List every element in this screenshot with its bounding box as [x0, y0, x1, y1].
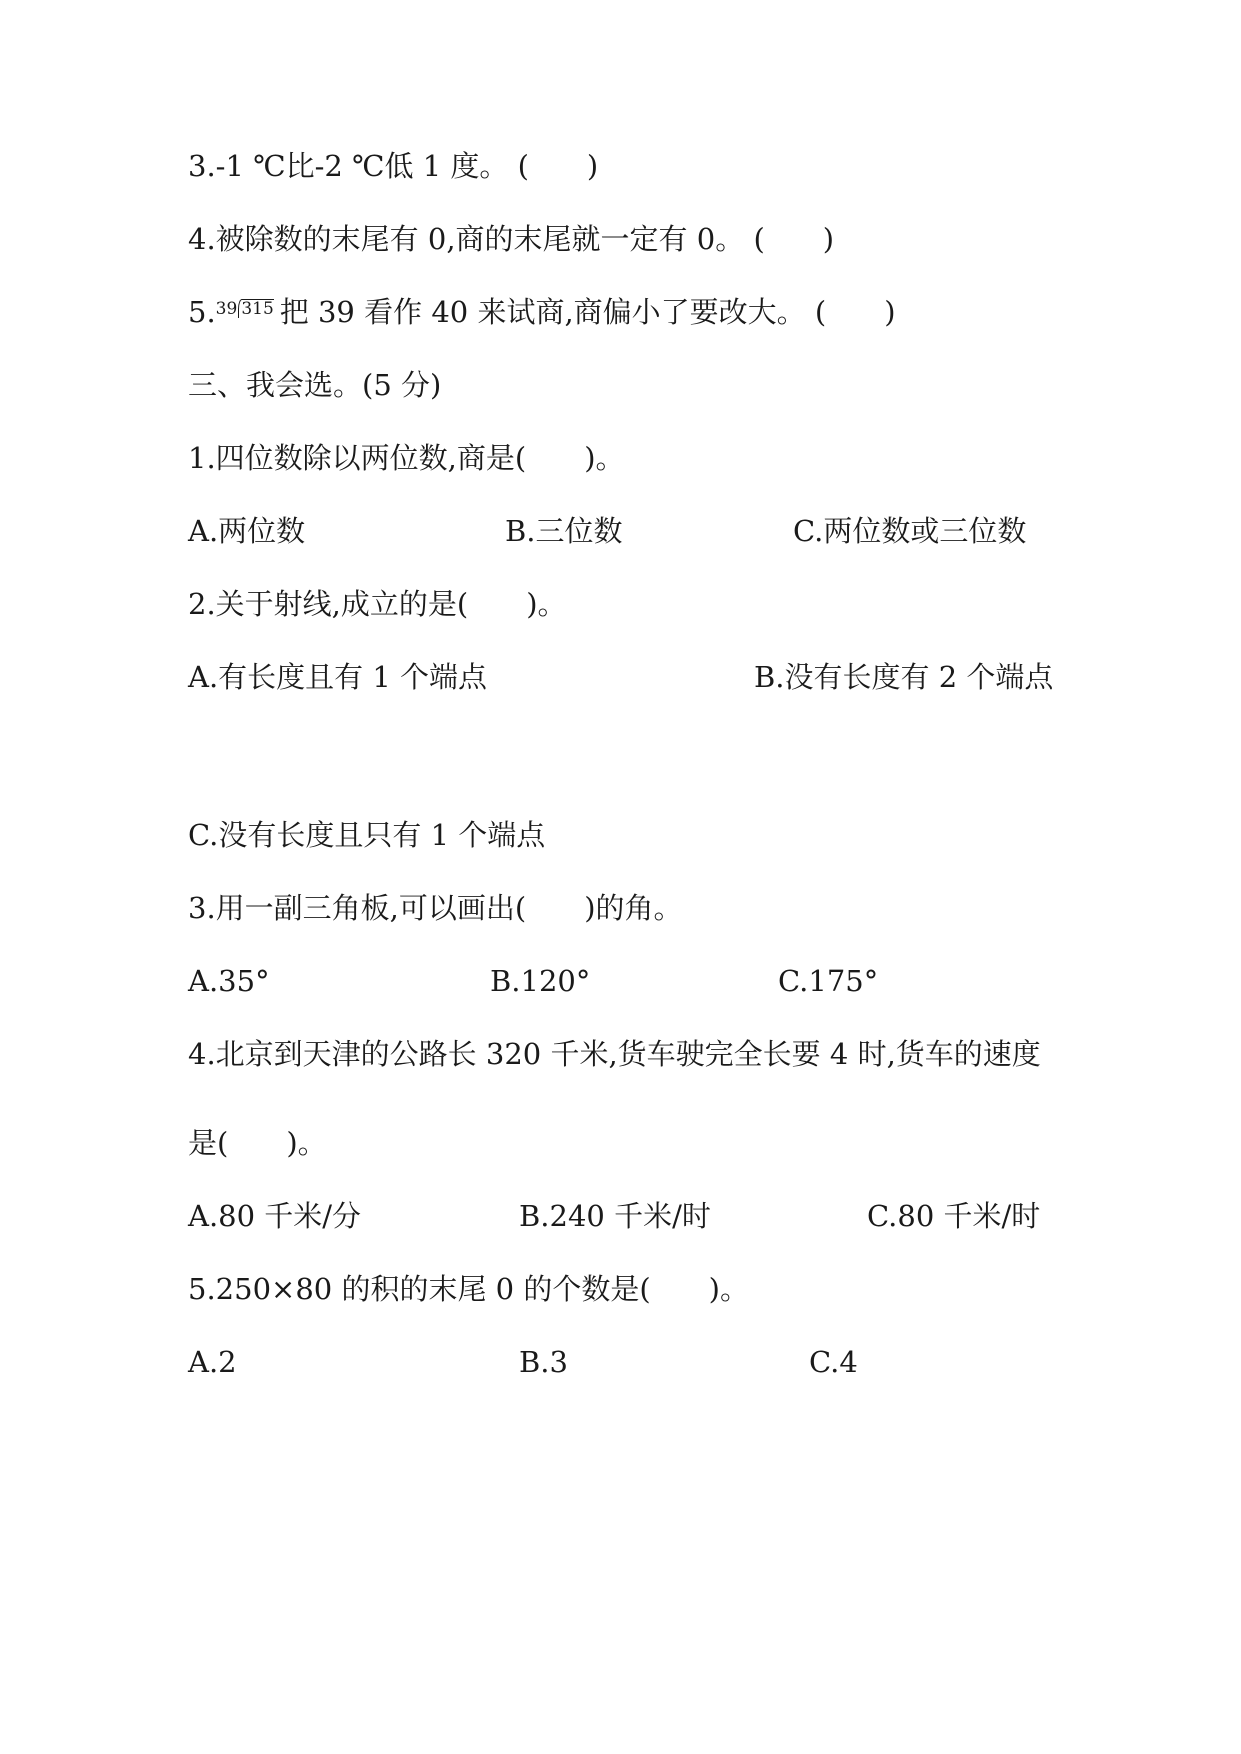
question-2-stem: 2.关于射线,成立的是( )。	[188, 587, 567, 621]
question-5-option-c: C.4	[809, 1345, 858, 1379]
question-5-option-b: B.3	[519, 1345, 568, 1379]
question-1-stem: 1.四位数除以两位数,商是( )。	[188, 441, 625, 475]
judgement-4: 4.被除数的末尾有 0,商的末尾就一定有 0。 ( )	[188, 222, 835, 256]
question-3-option-a: A.35°	[188, 964, 270, 998]
question-1-option-b: B.三位数	[505, 514, 623, 548]
question-4-option-a: A.80 千米/分	[188, 1199, 362, 1233]
question-2-option-c: C.没有长度且只有 1 个端点	[188, 818, 546, 852]
judgement-5	[188, 294, 896, 330]
question-4-stem-line1: 4.北京到天津的公路长 320 千米,货车驶完全长要 4 时,货车的速度	[188, 1037, 1041, 1071]
judgement-5-number: 5.	[188, 295, 216, 329]
judgement-5-text: 把 39 看作 40 来试商,商偏小了要改大。 ( )	[279, 295, 896, 329]
question-3-option-c: C.175°	[778, 964, 879, 998]
judgement-3: 3.-1 ℃比-2 ℃低 1 度。 ( )	[188, 149, 599, 183]
question-1-option-a: A.两位数	[188, 514, 306, 548]
dividend: 315	[238, 299, 273, 318]
question-1-option-c: C.两位数或三位数	[793, 514, 1027, 548]
question-4-stem-line2: 是( )。	[188, 1126, 327, 1160]
section-title: 三、我会选。(5 分)	[188, 368, 442, 402]
question-5-stem: 5.250×80 的积的末尾 0 的个数是( )。	[188, 1272, 749, 1306]
question-4-option-c: C.80 千米/时	[867, 1199, 1041, 1233]
question-2-option-b: B.没有长度有 2 个端点	[754, 660, 1054, 694]
divisor: 39	[215, 299, 238, 319]
question-3-stem: 3.用一副三角板,可以画出( )的角。	[188, 891, 683, 925]
question-5-option-a: A.2	[188, 1345, 237, 1379]
question-3-option-b: B.120°	[490, 964, 591, 998]
question-2-option-a: A.有长度且有 1 个端点	[188, 660, 488, 694]
long-division-symbol	[216, 299, 274, 319]
question-4-option-b: B.240 千米/时	[519, 1199, 711, 1233]
